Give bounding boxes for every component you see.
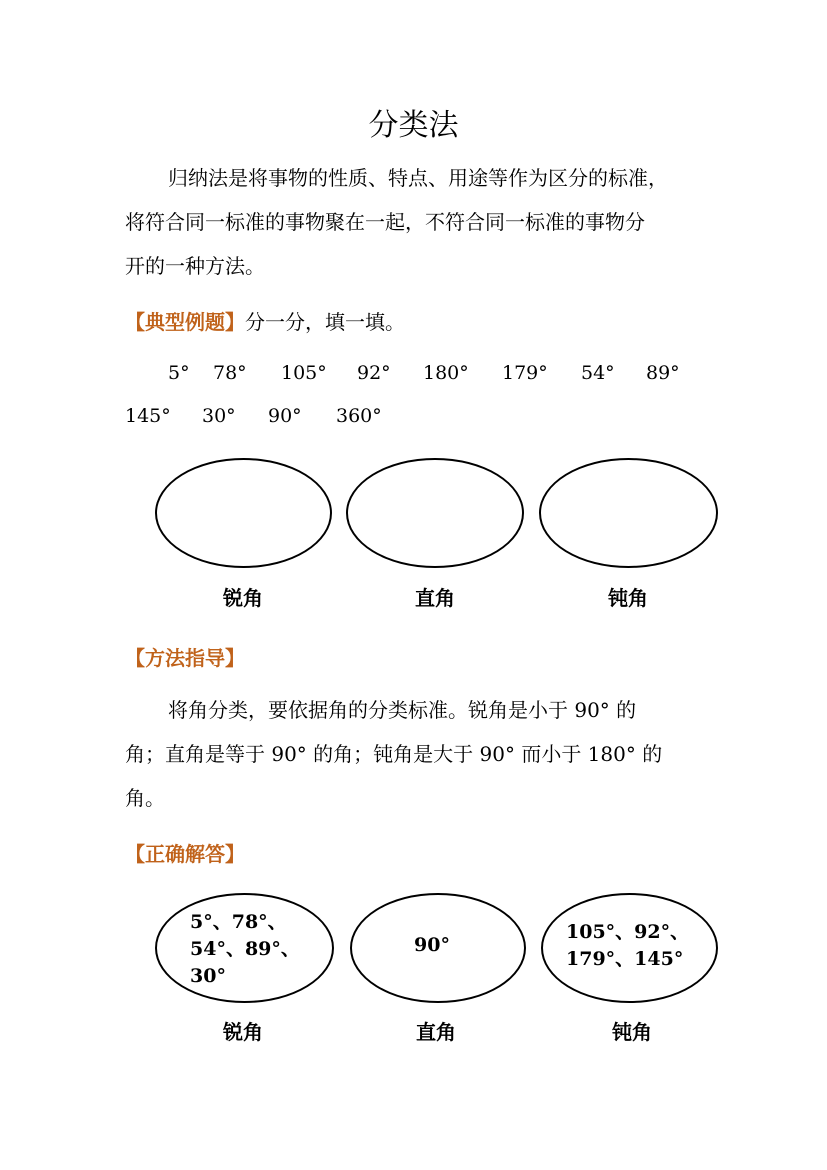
angle-item: 105° [281,362,327,384]
page-title: 分类法 [368,108,459,143]
angle-item: 145° [125,405,171,427]
angle-item: 54° [581,362,615,384]
acute-answer-line-1: 5°、78°、 [190,911,287,933]
example-heading: 【典型例题】 [125,310,245,334]
obtuse-answer-line-2: 179°、145° [566,948,684,970]
angle-item: 89° [646,362,680,384]
angle-item: 30° [202,405,236,427]
method-line-2: 角；直角是等于 90° 的角；钝角是大于 90° 而小于 180° 的 [125,742,663,766]
angle-item: 180° [423,362,469,384]
angle-item: 92° [357,362,391,384]
right-label: 直角 [415,586,455,610]
answer-heading: 【正确解答】 [125,842,245,866]
angle-item: 90° [268,405,302,427]
obtuse-label: 钝角 [608,586,648,610]
acute-answer [190,909,300,990]
method-line-3: 角。 [125,786,165,810]
example-section [125,306,405,335]
right-answer-label: 直角 [416,1020,456,1044]
right-answer: 90° [414,934,450,956]
angle-item: 179° [502,362,548,384]
intro-line-3: 开的一种方法。 [125,254,265,278]
intro-line-1: 归纳法是将事物的性质、特点、用途等作为区分的标准， [168,166,668,190]
obtuse-answer-line-1: 105°、92°、 [566,921,690,943]
method-line-1: 将角分类，要依据角的分类标准。锐角是小于 90° 的 [168,698,637,722]
method-heading: 【方法指导】 [125,646,245,670]
angle-item: 5° [168,362,190,384]
example-prompt: 分一分，填一填。 [245,310,405,334]
acute-answer-line-3: 30° [190,965,226,987]
angle-item: 78° [213,362,247,384]
obtuse-answer [566,919,689,973]
obtuse-oval-empty [539,458,718,568]
angle-item: 360° [336,405,382,427]
acute-label: 锐角 [223,586,263,610]
right-oval-empty [346,458,524,568]
acute-answer-line-2: 54°、89°、 [190,938,300,960]
acute-answer-label: 锐角 [223,1020,263,1044]
acute-oval-empty [155,458,332,568]
obtuse-answer-label: 钝角 [612,1020,652,1044]
intro-line-2: 将符合同一标准的事物聚在一起，不符合同一标准的事物分 [125,210,645,234]
